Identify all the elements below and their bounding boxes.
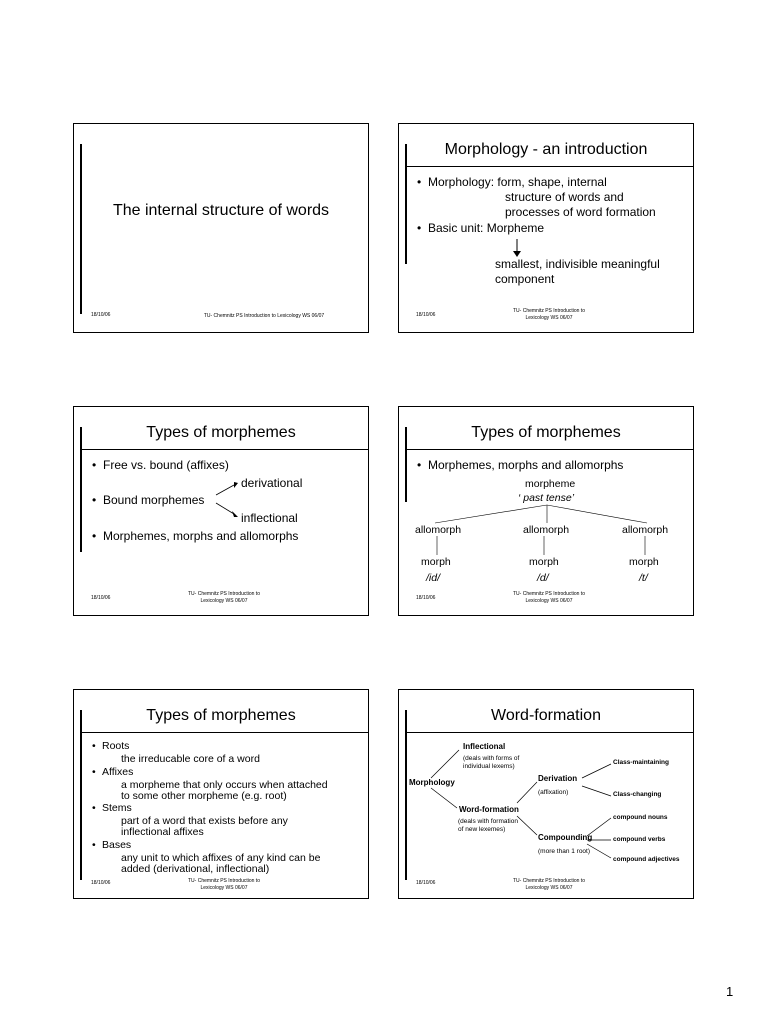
bullet-morphology-cont: processes of word formation	[505, 205, 656, 219]
bullet-bound-morphemes: Bound morphemes	[103, 493, 205, 507]
footer-source: TU- Chemnitz PS Introduction to Lexicology WS 06/07	[513, 591, 585, 604]
bullet-morphs-allomorphs: Morphemes, morphs and allomorphs	[103, 529, 299, 543]
node-derivation: Derivation	[538, 774, 578, 783]
slide-left-bar	[80, 710, 82, 880]
footer-date: 18/10/06	[416, 595, 436, 601]
stems-definition-cont: inflectional affixes	[121, 826, 204, 838]
node-inflectional: Inflectional	[463, 742, 506, 751]
node-allomorph: allomorph	[523, 524, 570, 536]
morpheme-definition-cont: component	[495, 272, 555, 286]
phoneme-t: /t/	[639, 572, 648, 584]
word-formation-note-cont: of new lexemes)	[458, 826, 506, 833]
bases-definition-cont: added (derivational, inflectional)	[121, 863, 270, 875]
compounding-note: (more than 1 root)	[538, 848, 591, 855]
footer-date: 18/10/06	[91, 880, 111, 886]
morpheme-tree-lines	[399, 407, 695, 617]
inflectional-note: (deals with forms of	[463, 755, 520, 762]
word-formation-note: (deals with formation	[458, 818, 518, 825]
footer-date: 18/10/06	[91, 595, 111, 601]
affixes-definition-cont: to some other morpheme (e.g. root)	[121, 790, 287, 802]
footer-date: 18/10/06	[416, 880, 436, 886]
slide-title: Types of morphemes	[146, 424, 296, 441]
bases-definition: any unit to which affixes of any kind can be	[121, 852, 321, 864]
slide-title: Morphology - an introduction	[444, 141, 648, 158]
slide-2: Morphology - an introduction • Morphology: form, shape, internal structure of words and processes of word formation • Basic unit: Morpheme smallest, indivisible meaningful component 18/10/06 TU- Chemnitz PS Introduction to Lexicology WS 06/07	[398, 123, 694, 333]
node-morph: morph	[421, 556, 451, 568]
node-compound-verbs: compound verbs	[613, 836, 666, 843]
term-roots: Roots	[102, 740, 130, 752]
title-divider	[80, 732, 368, 733]
slide-title: The internal structure of words	[112, 202, 330, 219]
footer-source: TU- Chemnitz PS Introduction to Lexicology WS 06/07	[513, 878, 585, 891]
slide-title: Types of morphemes	[146, 707, 296, 724]
bullet-basic-unit: Basic unit: Morpheme	[428, 221, 545, 235]
label-derivational: derivational	[241, 476, 303, 490]
bullet-free-bound: Free vs. bound (affixes)	[103, 458, 229, 472]
footer-date: 18/10/06	[416, 312, 436, 318]
branch-arrows	[74, 407, 370, 617]
phoneme-id: /id/	[426, 572, 441, 584]
footer-source: TU- Chemnitz PS Introduction to Lexicology WS 06/07	[513, 308, 585, 321]
node-class-maintaining: Class-maintaining	[613, 759, 669, 766]
footer-source: TU- Chemnitz PS Introduction to Lexicology WS 06/07	[203, 313, 325, 319]
footer-date: 18/10/06	[91, 312, 111, 318]
node-compound-nouns: compound nouns	[613, 814, 668, 821]
node-past-tense: ‘ past tense’	[518, 492, 575, 504]
node-compounding: Compounding	[538, 833, 593, 842]
node-morpheme: morpheme	[525, 478, 576, 490]
roots-definition: the irreducable core of a word	[121, 753, 260, 765]
term-affixes: Affixes	[102, 766, 134, 778]
bullet-morphology: Morphology: form, shape, internal	[428, 175, 607, 189]
node-allomorph: allomorph	[415, 524, 462, 536]
term-stems: Stems	[102, 802, 132, 814]
inflectional-note-cont: individual lexems)	[463, 763, 515, 770]
slide-6	[398, 689, 694, 899]
bullet-morphs-allomorphs: Morphemes, morphs and allomorphs	[428, 458, 624, 472]
node-compound-adjectives: compound adjectives	[613, 856, 680, 863]
morpheme-definition: smallest, indivisible meaningful	[495, 257, 660, 271]
bullet-morphology-cont: structure of words and	[505, 190, 624, 204]
affixes-definition: a morpheme that only occurs when attached	[121, 779, 328, 791]
node-word-formation: Word-formation	[459, 805, 519, 814]
label-inflectional: inflectional	[241, 511, 298, 525]
phoneme-d: /d/	[537, 572, 549, 584]
slide-5: Types of morphemes • Roots the irreducable core of a word • Affixes a morpheme that only occurs when attached to some other morpheme (e.g. root) • Stems part of a word that exists before any inflectional affixes • Bases any unit to which affixes of any kind can be added (derivational, inflectional) 18/10/06 TU- Chemnitz PS Introduction to Lexicology WS 06/07	[73, 689, 369, 899]
slide-4: Types of morphemes • Morphemes, morphs and allomorphs morpheme ‘ past tense’ allomorph allomorph allomorph morph morph morph /id/ /d/ /t/ 18/10/06 TU- Chemnitz PS Introduction to Lexicology WS 06/07	[398, 406, 694, 616]
slide-3: Types of morphemes • Free vs. bound (affixes) derivational • Bound morphemes inflectional • Morphemes, morphs and allomorphs 18/10/06 TU- Chemnitz PS Introduction to Lexicology WS 06/07	[73, 406, 369, 616]
slide-title: Types of morphemes	[471, 424, 621, 441]
slide-title: Word-formation	[491, 707, 601, 724]
node-morphology: Morphology	[409, 778, 455, 787]
footer-source: TU- Chemnitz PS Introduction to Lexicology WS 06/07	[188, 591, 260, 604]
slide-1	[73, 123, 369, 333]
node-allomorph: allomorph	[622, 524, 669, 536]
node-morph: morph	[529, 556, 559, 568]
term-bases: Bases	[102, 839, 132, 851]
node-class-changing: Class-changing	[613, 791, 662, 798]
derivation-note: (affixation)	[538, 789, 569, 796]
down-arrow-icon	[399, 124, 695, 334]
node-morph: morph	[629, 556, 659, 568]
slide-left-bar	[80, 144, 82, 314]
footer-source: TU- Chemnitz PS Introduction to Lexicology WS 06/07	[188, 878, 260, 891]
page-number: 1	[726, 984, 734, 999]
stems-definition: part of a word that exists before any	[121, 815, 288, 827]
